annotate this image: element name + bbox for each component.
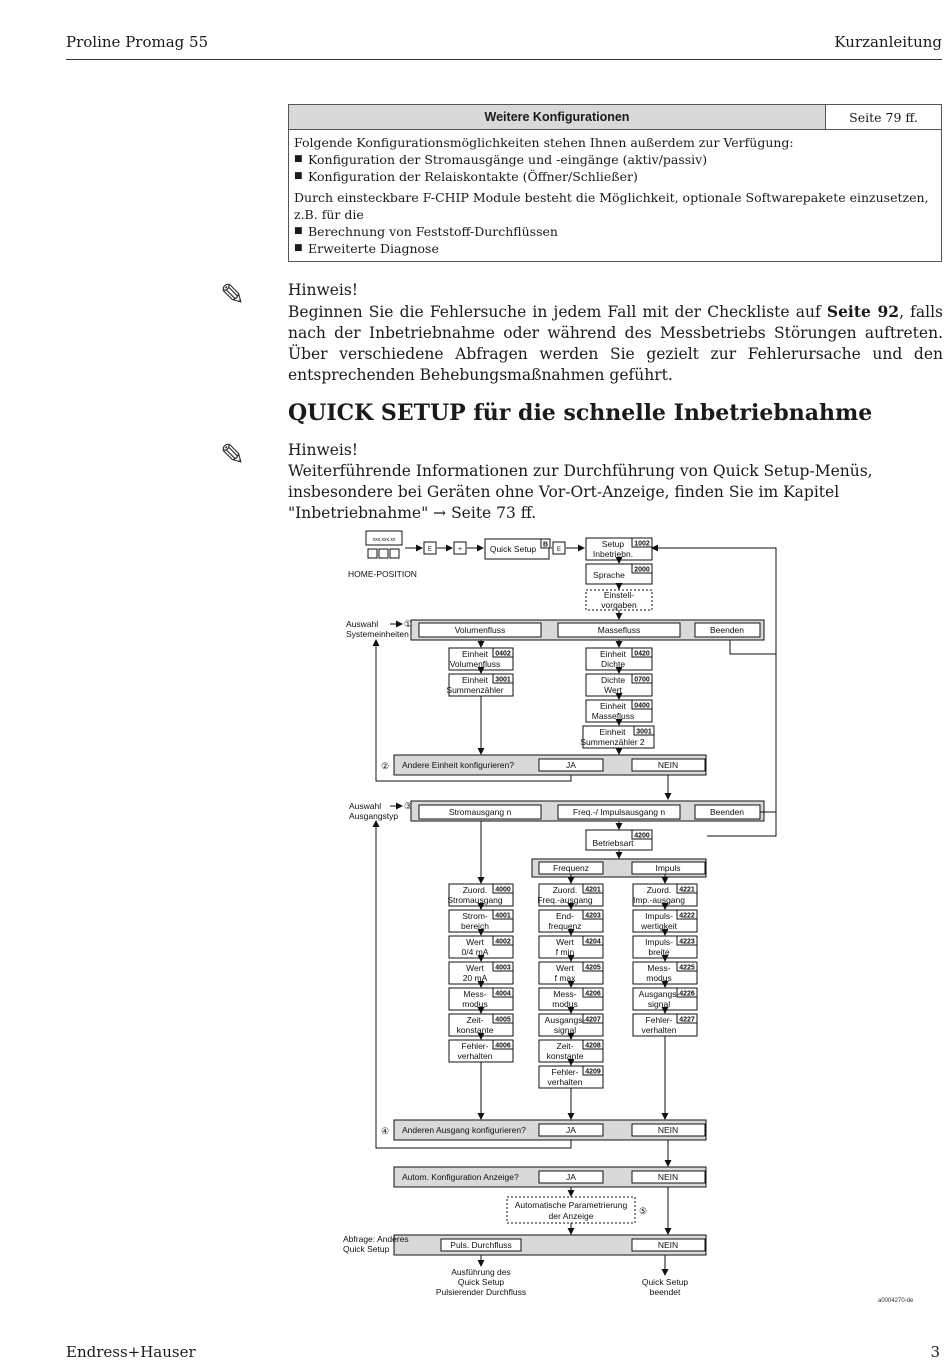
parameter-code-label: 1002 xyxy=(634,540,650,548)
parameter-code-label: 4003 xyxy=(495,964,511,972)
parameter-box-label: 20 mA xyxy=(462,973,488,983)
option-beenden-label: Beenden xyxy=(709,625,745,635)
config-bullet: ■ Erweiterte Diagnose xyxy=(294,240,936,257)
parameter-code-label: 4203 xyxy=(585,912,601,920)
parameter-code-label: 0420 xyxy=(634,650,650,658)
parameter-code-label: 4005 xyxy=(495,1016,511,1024)
step-marker: ② xyxy=(380,761,390,771)
parameter-box-label: Freq.-ausgang xyxy=(537,895,593,905)
parameter-box-label: bereich xyxy=(461,921,489,931)
note-2-title: Hinweis! xyxy=(288,441,359,459)
auto-parametrierung-label: der Anzeige xyxy=(548,1211,594,1221)
ausfuehrung-label: Pulsierender Durchfluss xyxy=(435,1287,527,1297)
parameter-box-label: Einheit xyxy=(600,701,626,711)
key-e-label: E xyxy=(556,547,562,553)
parameter-box-label: 0/4 mA xyxy=(461,947,489,957)
keypad-icon xyxy=(379,549,388,558)
auswahl-label: Ausgangstyp xyxy=(349,811,399,821)
note-2-text: Weiterführende Informationen zur Durchführung von Quick Setup-Menüs, insbesondere bei Geräten ohne Vor-Ort-Anzeige, finden Sie im Kapitel "Inbetriebnahme" → Seite 73 ff. xyxy=(288,462,873,522)
auswahl-label: Systemeinheiten xyxy=(346,629,409,639)
parameter-code-label: 4206 xyxy=(585,990,601,998)
parameter-box-label: breite xyxy=(648,947,670,957)
parameter-box-label: frequenz xyxy=(548,921,582,931)
step-marker: ⑤ xyxy=(638,1206,648,1216)
config-bullet: ■ Konfiguration der Stromausgänge und -eingänge (aktiv/passiv) xyxy=(294,151,936,168)
parameter-code-label: 4207 xyxy=(585,1016,601,1024)
quick-setup-code-label: B xyxy=(542,541,549,549)
andere-einheit-question: Andere Einheit konfigurieren? xyxy=(402,760,514,770)
footer-right: 3 xyxy=(930,1343,940,1361)
parameter-box-label: Strom- xyxy=(462,911,488,921)
nein-label: NEIN xyxy=(657,1125,679,1135)
config-para: Durch einsteckbare F-CHIP Module besteht die Möglichkeit, optionale Softwarepakete einzusetzen, z.B. für die xyxy=(294,190,929,222)
parameter-box-label: f min xyxy=(555,947,575,957)
config-intro: Folgende Konfigurationsmöglichkeiten stehen Ihnen außerdem zur Verfügung: xyxy=(294,135,794,150)
parameter-box-label: signal xyxy=(553,1025,577,1035)
parameter-code-label: 4208 xyxy=(585,1042,601,1050)
parameter-box-label: signal xyxy=(647,999,671,1009)
anderer-ausgang-question: Anderen Ausgang konfigurieren? xyxy=(402,1125,526,1135)
parameter-box-label: Zuord. xyxy=(552,885,578,895)
parameter-code-label: 3001 xyxy=(636,728,652,736)
option-frequenz-label: Frequenz xyxy=(553,863,589,873)
config-bullet: ■ Konfiguration der Relaiskontakte (Öffner/Schließer) xyxy=(294,168,936,185)
step-marker: ① xyxy=(403,619,413,629)
parameter-box-label: Summenzähler 2 xyxy=(580,737,645,747)
quick-setup-beendet-label: Quick Setup xyxy=(641,1277,689,1287)
config-table-page-ref: Seite 79 ff. xyxy=(826,105,942,130)
parameter-code-label: 4001 xyxy=(495,912,511,920)
note-1-text-a: Beginnen Sie die Fehlersuche in jedem Fall mit der Checkliste auf xyxy=(288,303,827,321)
step-marker: ④ xyxy=(380,1126,390,1136)
step-marker: ③ xyxy=(403,801,413,811)
parameter-box-label: Einheit xyxy=(462,649,488,659)
parameter-code-label: 4201 xyxy=(585,886,601,894)
parameter-code-label: 4209 xyxy=(585,1068,601,1076)
parameter-code-label: 4000 xyxy=(495,886,511,894)
ausfuehrung-label: Quick Setup xyxy=(457,1277,505,1287)
parameter-box-label: Fehler- xyxy=(461,1041,489,1051)
betriebsart-label: Betriebsart xyxy=(592,838,634,848)
key-e-label: E xyxy=(427,547,433,553)
option-freq-impuls-label: Freq.-/ Impulsausgang n xyxy=(572,807,666,817)
option-massefluss-label: Massefluss xyxy=(597,625,641,635)
parameter-box-label: Wert xyxy=(466,937,484,947)
parameter-box-label: konstante xyxy=(546,1051,584,1061)
parameter-code-label: 4006 xyxy=(495,1042,511,1050)
parameter-code-label: 4221 xyxy=(679,886,695,894)
parameter-box-label: modus xyxy=(646,973,672,983)
parameter-box-label: Ausgangs- xyxy=(544,1015,586,1025)
abfrage-label: Abfrage: Anderes xyxy=(343,1234,409,1244)
section-title: QUICK SETUP für die schnelle Inbetriebnahme xyxy=(288,400,873,426)
parameter-box-label: modus xyxy=(462,999,488,1009)
nein-label: NEIN xyxy=(657,1172,679,1182)
parameter-code-label: 0700 xyxy=(634,676,650,684)
figure-id: a0004270-de xyxy=(878,1298,914,1304)
parameter-box-label: Einheit xyxy=(462,675,488,685)
parameter-code-label: 4200 xyxy=(634,832,650,840)
parameter-code-label: 3001 xyxy=(495,676,511,684)
parameter-box-label: Mess- xyxy=(553,989,577,999)
parameter-box-label: Einheit xyxy=(600,649,626,659)
parameter-box-label: Wert xyxy=(556,937,574,947)
config-table-title: Weitere Konfigurationen xyxy=(289,105,826,130)
keypad-icon xyxy=(368,549,377,558)
parameter-code-label: 2000 xyxy=(634,566,650,574)
parameter-box-label: Ausgangs- xyxy=(638,989,680,999)
nein-label: NEIN xyxy=(657,760,679,770)
parameter-box-label: Mess- xyxy=(463,989,487,999)
note-1-text-b: , falls nach der Inbetriebnahme oder während des Messbetriebs Störungen auftreten. Über verschiedene Abfragen werden Sie gezielt zur Fehlerursache und den entsprechenden Behebungsmaßnahmen geführt. xyxy=(288,303,944,384)
parameter-code-label: 4205 xyxy=(585,964,601,972)
ja-label: JA xyxy=(566,1172,576,1182)
quick-setup-beendet-label: beendet xyxy=(649,1287,681,1297)
ja-label: JA xyxy=(566,760,576,770)
nein-label: NEIN xyxy=(657,1240,679,1250)
note-1-title: Hinweis! xyxy=(288,281,359,299)
option-beenden-label: Beenden xyxy=(709,807,745,817)
config-bullet: ■ Berechnung von Feststoff-Durchflüssen xyxy=(294,223,936,240)
parameter-box-label: verhalten xyxy=(641,1025,677,1035)
option-impuls-label: Impuls xyxy=(655,863,681,873)
parameter-box-label: Wert xyxy=(556,963,574,973)
parameter-box-label: Einheit xyxy=(599,727,626,737)
ausfuehrung-label: Ausführung des xyxy=(451,1267,511,1277)
option-stromausgang-label: Stromausgang n xyxy=(448,807,512,817)
parameter-box-label: verhalten xyxy=(457,1051,493,1061)
parameter-box-label: Impuls- xyxy=(645,937,673,947)
parameter-box-label: verhalten xyxy=(547,1077,583,1087)
parameter-code-label: 4223 xyxy=(679,938,695,946)
parameter-code-label: 0402 xyxy=(495,650,511,658)
parameter-box-label: Volumenfluss xyxy=(449,659,501,669)
option-volumenfluss-label: Volumenfluss xyxy=(454,625,506,635)
quick-setup-label: Quick Setup xyxy=(489,544,537,554)
parameter-box-label: Impuls- xyxy=(645,911,673,921)
parameter-code-label: 4004 xyxy=(495,990,511,998)
parameter-code-label: 4226 xyxy=(679,990,695,998)
parameter-box-label: Mess- xyxy=(647,963,671,973)
parameter-box-label: Fehler- xyxy=(551,1067,579,1077)
parameter-box-label: modus xyxy=(552,999,578,1009)
sprache-label: Sprache xyxy=(593,570,625,580)
parameter-box-label: konstante xyxy=(456,1025,494,1035)
parameter-box-label: Massefluss xyxy=(591,711,635,721)
auto-parametrierung-label: Automatische Parametrierung xyxy=(514,1200,628,1210)
parameter-box-label: Stromausgang xyxy=(447,895,503,905)
abfrage-label: Quick Setup xyxy=(343,1244,390,1254)
auswahl-label: Auswahl xyxy=(349,801,382,811)
parameter-box-label: Zuord. xyxy=(462,885,488,895)
parameter-box-label: Zeit- xyxy=(556,1041,574,1051)
parameter-box-label: Summenzähler xyxy=(446,685,504,695)
parameter-code-label: 0400 xyxy=(634,702,650,710)
parameter-code-label: 4204 xyxy=(585,938,601,946)
parameter-code-label: 4222 xyxy=(679,912,695,920)
parameter-box-label: Zeit- xyxy=(466,1015,484,1025)
auswahl-label: Auswahl xyxy=(346,619,379,629)
parameter-box-label: Imp.-ausgang xyxy=(633,895,685,905)
header-left: Proline Promag 55 xyxy=(66,33,209,51)
parameter-box-label: f max xyxy=(554,973,576,983)
parameter-code-label: 4002 xyxy=(495,938,511,946)
parameter-box-label: Dichte xyxy=(600,659,626,669)
parameter-box-label: wertigkeit xyxy=(641,921,677,931)
footer-left: Endress+Hauser xyxy=(66,1343,196,1361)
parameter-box-label: Wert xyxy=(604,685,622,695)
anzeige-konfiguration-question: Autom. Konfiguration Anzeige? xyxy=(402,1172,519,1182)
pencil-icon: ✎ xyxy=(220,438,246,473)
parameter-box-label: Zuord. xyxy=(646,885,672,895)
parameter-box-label: Fehler- xyxy=(645,1015,673,1025)
einstell-label: vorgaben xyxy=(601,600,637,610)
parameter-box-label: Setup xyxy=(601,539,625,549)
parameter-code-label: 4227 xyxy=(679,1016,695,1024)
header-right: Kurzanleitung xyxy=(834,33,942,51)
parameter-code-label: 4225 xyxy=(679,964,695,972)
display-text: xxx.xxx.xx xyxy=(372,537,396,543)
key-plus-label: + xyxy=(457,546,463,553)
parameter-box-label: Inbetriebn. xyxy=(592,549,634,559)
parameter-box-label: Dichte xyxy=(600,675,626,685)
einstell-label: Einstell- xyxy=(603,590,635,600)
ja-label: JA xyxy=(566,1125,576,1135)
return-line xyxy=(652,548,776,836)
note-1-page-link: Seite 92 xyxy=(826,302,900,321)
keypad-icon xyxy=(390,549,399,558)
home-position-label: HOME-POSITION xyxy=(348,569,417,579)
pencil-icon: ✎ xyxy=(220,278,246,313)
puls-durchfluss-label: Puls. Durchfluss xyxy=(450,1240,512,1250)
parameter-box-label: Wert xyxy=(466,963,484,973)
parameter-box-label: End- xyxy=(556,911,574,921)
